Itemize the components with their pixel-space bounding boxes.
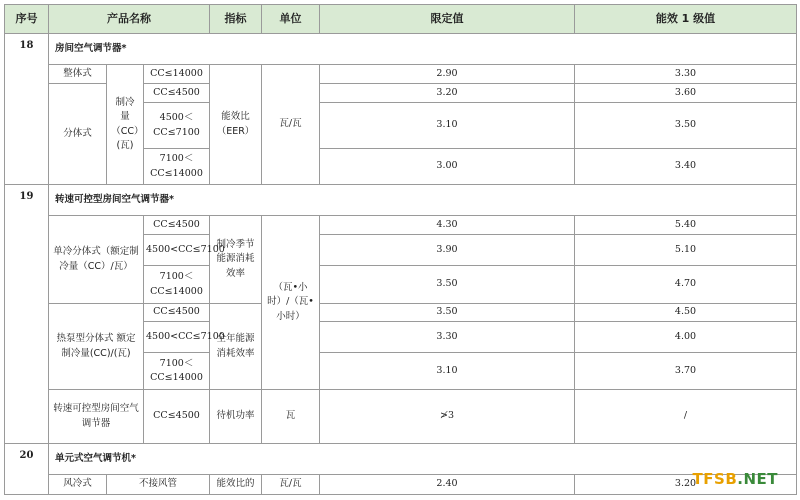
- grade1-cell: 3.50: [575, 103, 797, 149]
- limit-cell: 4.30: [320, 216, 575, 235]
- type-split: 分体式: [49, 84, 107, 185]
- header-seq: 序号: [5, 5, 49, 34]
- header-product: 产品名称: [49, 5, 210, 34]
- limit-cell: 2.40: [320, 475, 575, 495]
- range-cell: 4500＜CC≤7100: [144, 103, 210, 149]
- range-cell: 4500<CC≤7100: [144, 322, 210, 353]
- range-cell: CC≤4500: [144, 390, 210, 444]
- capacity-label: 制冷量（CC）(瓦): [107, 65, 144, 185]
- unit-cell: 瓦/瓦: [262, 65, 320, 185]
- section-18-title: 房间空气调节器*: [49, 34, 797, 65]
- energy-efficiency-table: [4, 4, 797, 495]
- table-row: [5, 216, 797, 235]
- sub-no-duct: 不接风管: [107, 475, 210, 495]
- unit-standby: 瓦: [262, 390, 320, 444]
- range-cell: CC≤4500: [144, 304, 210, 322]
- grade1-cell: 4.00: [575, 322, 797, 353]
- indicator-seasonal: 制冷季节能源消耗效率: [210, 216, 262, 304]
- grade1-cell: 3.30: [575, 65, 797, 84]
- indicator-cell: 能效比的: [210, 475, 262, 495]
- limit-cell: 3.10: [320, 353, 575, 390]
- limit-cell: 3.00: [320, 149, 575, 185]
- section-20-number: 20: [5, 444, 49, 495]
- range-cell: 7100＜CC≤14000: [144, 353, 210, 390]
- section-19-number: 19: [5, 185, 49, 444]
- grade1-cell: 4.50: [575, 304, 797, 322]
- range-cell: CC≤14000: [144, 65, 210, 84]
- watermark-part2: .NET: [737, 470, 778, 488]
- header-grade1: 能效 1 级值: [575, 5, 797, 34]
- watermark-part1: TFSB: [692, 470, 738, 488]
- section-18-number: 18: [5, 34, 49, 185]
- type-air-cooled: 风冷式: [49, 475, 107, 495]
- grade1-cell: 5.40: [575, 216, 797, 235]
- section-20-row: [5, 444, 797, 475]
- section-20-title: 单元式空气调节机*: [49, 444, 797, 475]
- limit-cell: 3.90: [320, 235, 575, 266]
- section-19-row: [5, 185, 797, 216]
- grade1-cell: 3.20: [575, 475, 797, 495]
- header-limit: 限定值: [320, 5, 575, 34]
- range-cell: 4500<CC≤7100: [144, 235, 210, 266]
- vs-unit-label: 转速可控型房间空气调节器: [49, 390, 144, 444]
- grade1-cell: 3.40: [575, 149, 797, 185]
- table-row: [5, 475, 797, 495]
- unit-efficiency: （瓦•小时）/（瓦•小时）: [262, 216, 320, 390]
- header-indicator: 指标: [210, 5, 262, 34]
- header-unit: 单位: [262, 5, 320, 34]
- grade1-cell: 3.70: [575, 353, 797, 390]
- unit-cell: 瓦/瓦: [262, 475, 320, 495]
- limit-cell: 3.50: [320, 304, 575, 322]
- heat-pump-label: 热泵型分体式 额定制冷量(CC)/(瓦): [49, 304, 144, 390]
- range-cell: CC≤4500: [144, 216, 210, 235]
- table-row: [5, 304, 797, 322]
- range-cell: CC≤4500: [144, 84, 210, 103]
- indicator-eer: 能效比（EER）: [210, 65, 262, 185]
- grade1-cell: 3.60: [575, 84, 797, 103]
- table-row: [5, 65, 797, 84]
- cool-only-label: 单冷分体式（额定制冷量（CC）/瓦）: [49, 216, 144, 304]
- limit-cell: 2.90: [320, 65, 575, 84]
- range-cell: 7100＜CC≤14000: [144, 149, 210, 185]
- limit-cell: 3.20: [320, 84, 575, 103]
- section-18-row: [5, 34, 797, 65]
- grade1-cell: 4.70: [575, 266, 797, 304]
- grade1-cell: 5.10: [575, 235, 797, 266]
- indicator-standby: 待机功率: [210, 390, 262, 444]
- grade1-cell: /: [575, 390, 797, 444]
- limit-cell: 3.50: [320, 266, 575, 304]
- limit-cell: ≯3: [320, 390, 575, 444]
- limit-cell: 3.30: [320, 322, 575, 353]
- section-19-title: 转速可控型房间空气调节器*: [49, 185, 797, 216]
- table-row: [5, 390, 797, 444]
- indicator-annual: 全年能源消耗效率: [210, 304, 262, 390]
- header-row: [5, 5, 797, 34]
- range-cell: 7100＜CC≤14000: [144, 266, 210, 304]
- limit-cell: 3.10: [320, 103, 575, 149]
- watermark-logo: [693, 470, 778, 488]
- type-whole: 整体式: [49, 65, 107, 84]
